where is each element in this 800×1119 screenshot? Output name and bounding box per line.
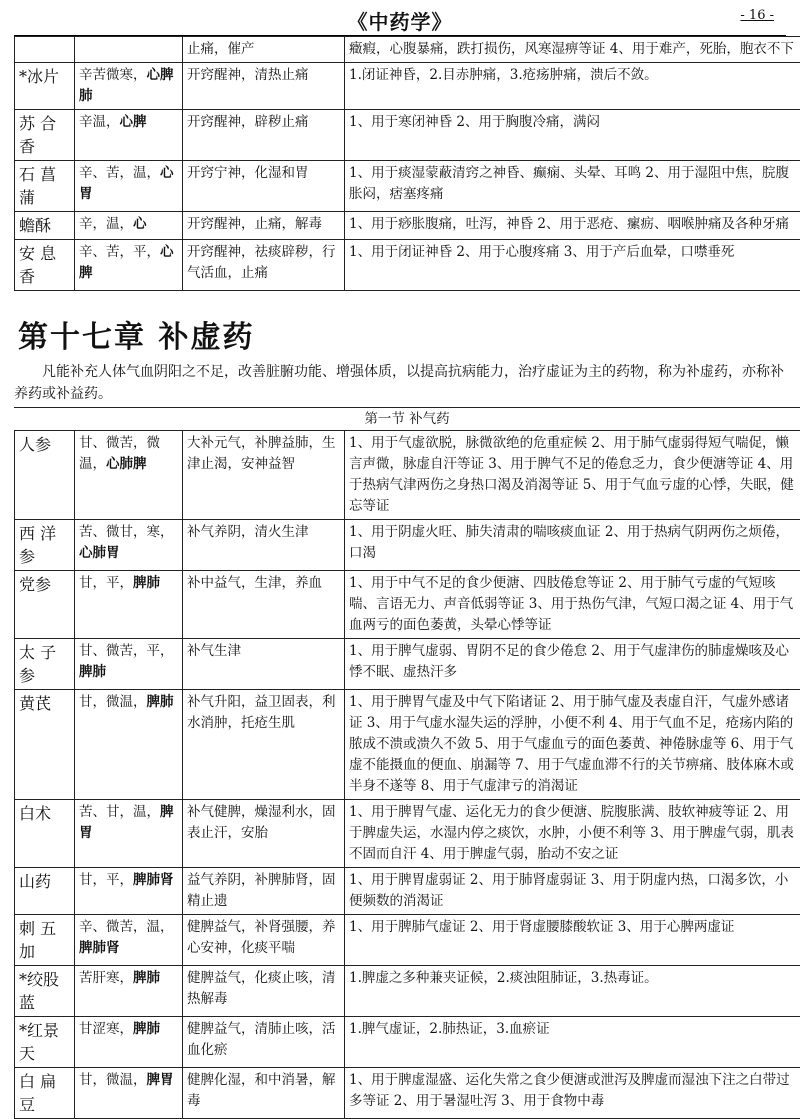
effect-text: 补气生津: [187, 643, 241, 659]
effect-text: 健脾益气，清肺止咳，活血化瘀: [187, 1021, 336, 1058]
meridian-text: 心: [133, 216, 147, 232]
herb-name: *红景天: [19, 1021, 59, 1063]
usage-text: 1.脾虚之多种兼夹证候，2.痰浊阻肺证，3.热毒证。: [349, 970, 658, 986]
usage-cell: [345, 110, 800, 161]
meridian-text: 脾肺: [133, 1021, 160, 1037]
meridian-text: 心脾: [120, 114, 147, 130]
effect-text: 开窍宁神，化湿和胃: [187, 165, 309, 181]
effect-text: 开窍醒神，止痛，解毒: [187, 216, 322, 232]
table-row: [15, 212, 800, 240]
table-row: [15, 639, 800, 690]
table-row: [15, 431, 800, 520]
meridian-text: 心胃: [79, 165, 174, 202]
herb-name-cell: [15, 690, 75, 800]
herb-name: 蟾酥: [19, 216, 51, 235]
usage-cell: [345, 639, 800, 690]
herb-name-cell: [15, 915, 75, 966]
usage-text: 1.闭证神昏，2.目赤肿痛，3.疮疡肿痛，溃后不敛。: [349, 67, 658, 83]
effect-text: 大补元气，补脾益肺，生津止渴，安神益智: [187, 435, 336, 472]
effect-cell: [183, 800, 345, 868]
herb-name: *冰片: [19, 67, 59, 86]
table-row: [15, 966, 800, 1017]
herb-name-cell: [15, 1068, 75, 1119]
table-row: [15, 240, 800, 291]
herb-name: 黄芪: [19, 694, 51, 713]
table-row: [15, 800, 800, 868]
usage-text: 1、用于脾气虚弱、胃阴不足的食少倦怠 2、用于气虚津伤的肺虚燥咳及心悸不眠、虚热汗多: [349, 643, 789, 680]
effect-cell: [183, 63, 345, 110]
nature-text: 甘，微温，: [79, 1072, 147, 1088]
herb-name: 太 子 参: [19, 643, 56, 685]
effect-cell: [183, 161, 345, 212]
page-number: - 16 -: [740, 8, 774, 23]
meridian-text: 脾肺: [133, 970, 160, 986]
usage-text: 1、用于痧胀腹痛，吐泻，神昏 2、用于恶疮、瘰疬、咽喉肿痛及各种牙痛: [349, 216, 789, 232]
nature-text: 辛、苦，温，: [79, 165, 160, 181]
usage-text: 1、用于痰湿蒙蔽清窍之神昏、癫痫、头晕、耳鸣 2、用于湿阻中焦，脘腹胀闷，痞塞疼痛: [349, 165, 789, 202]
effect-text: 补气健脾，燥湿利水，固表止汗，安胎: [187, 804, 336, 841]
herb-name-cell: [15, 63, 75, 110]
herb-name-cell: [15, 240, 75, 291]
usage-text: 癥瘕，心腹暴痛，跌打损伤，风寒湿痹等证 4、用于难产，死胎，胞衣不下: [349, 41, 794, 57]
herb-name-cell: [15, 431, 75, 520]
usage-text: 1、用于中气不足的食少便溏、四肢倦怠等证 2、用于肺气亏虚的气短咳喘、言语无力、声音低弱等证 3、用于热伤气津，气短口渴之证 4、用于气血两亏的面色萎黄，头晕心悸等证: [349, 575, 793, 633]
meridian-text: 脾肺: [79, 664, 106, 680]
meridian-text: 心脾肺: [79, 67, 174, 104]
usage-cell: [345, 431, 800, 520]
effect-cell: [183, 966, 345, 1017]
usage-cell: [345, 212, 800, 240]
usage-text: 1、用于脾胃气虚、运化无力的食少便溏、脘腹胀满、肢软神疲等证 2、用于脾虚失运，水湿内停之痰饮，水肿，小便不利等 3、用于脾虚气弱，肌表不固而自汗 4、用于脾虚气弱，胎动不安之证: [349, 804, 794, 862]
nature-cell: [75, 639, 183, 690]
effect-text: 开窍醒神，祛痰辟秽，行气活血，止痛: [187, 244, 336, 281]
herb-name: 石 菖 蒲: [19, 165, 56, 207]
nature-text: 甘、微苦，平，: [79, 643, 174, 659]
nature-cell: [75, 110, 183, 161]
effect-cell: [183, 868, 345, 915]
nature-cell: [75, 63, 183, 110]
usage-cell: [345, 520, 800, 571]
effect-text: 益气养阴，补脾肺肾，固精止遗: [187, 872, 336, 909]
herb-name-cell: [15, 966, 75, 1017]
usage-cell: [345, 37, 800, 63]
herb-table-bottom: [14, 430, 800, 1119]
herb-table-top: [14, 36, 800, 291]
meridian-text: 心肺胃: [79, 545, 120, 561]
nature-text: 辛、微苦，温，: [79, 919, 174, 935]
herb-name: 党参: [19, 575, 51, 594]
meridian-text: 脾胃: [147, 1072, 174, 1088]
effect-text: 补气养阴，清火生津: [187, 524, 309, 540]
meridian-text: 脾肺肾: [133, 872, 174, 888]
usage-text: 1、用于气虚欲脱，脉微欲绝的危重症候 2、用于肺气虚弱得短气喘促，懒言声微，脉虚自汗等证 3、用于脾气不足的倦怠乏力，食少便溏等证 4、用于热病气津两伤之身热口渴及消渴等证 5、用于气血亏虚的心悸，失眠，健忘等证: [349, 435, 794, 514]
nature-text: 苦肝寒，: [79, 970, 133, 986]
usage-text: 1、用于闭证神昏 2、用于心腹疼痛 3、用于产后血晕，口噤垂死: [349, 244, 734, 260]
nature-cell: [75, 520, 183, 571]
effect-cell: [183, 37, 345, 63]
table-row: [15, 110, 800, 161]
nature-text: 甘、微苦，微温，: [79, 435, 160, 472]
usage-cell: [345, 915, 800, 966]
herb-name-cell: [15, 571, 75, 639]
effect-cell: [183, 110, 345, 161]
herb-name: 西 洋 参: [19, 524, 56, 566]
herb-name-cell: [15, 868, 75, 915]
meridian-text: 脾胃: [79, 804, 174, 841]
herb-name: 苏 合 香: [19, 114, 56, 156]
nature-text: 辛、苦，平，: [79, 244, 160, 260]
effect-text: 健脾化湿，和中消暑，解毒: [187, 1072, 336, 1109]
nature-text: 辛苦微寒，: [79, 67, 147, 83]
usage-cell: [345, 571, 800, 639]
table-row: [15, 520, 800, 571]
chapter-intro: 凡能补充人体气血阴阳之不足，改善脏腑功能、增强体质，以提高抗病能力，治疗虚证为主的药物，称为补虚药，亦称补养药或补益药。: [14, 361, 786, 405]
nature-cell: [75, 915, 183, 966]
usage-text: 1、用于脾虚湿盛、运化失常之食少便溏或泄泻及脾虚而湿浊下注之白带过多等证 2、用于暑湿吐泻 3、用于食物中毒: [349, 1072, 790, 1109]
nature-cell: [75, 868, 183, 915]
nature-cell: [75, 431, 183, 520]
nature-text: 甘，平，: [79, 872, 133, 888]
table-row: [15, 868, 800, 915]
effect-cell: [183, 240, 345, 291]
herb-name-cell: [15, 800, 75, 868]
usage-text: 1、用于脾胃气虚及中气下陷诸证 2、用于肺气虚及表虚自汗，气虚外感诸证 3、用于气虚水湿失运的浮肿，小便不利 4、用于气血不足，疮疡内陷的脓成不溃或溃久不敛 5、用于气虚血亏的面色萎黄、神倦脉虚等 6、用于气虚不能摄血的便血、崩漏等 7、用于气虚血滞不行的关节痹痛、肢体麻木或半身不遂等 8、用于气虚津亏的消渴证: [349, 694, 794, 794]
effect-text: 开窍醒神，清热止痛: [187, 67, 309, 83]
effect-cell: [183, 639, 345, 690]
usage-cell: [345, 161, 800, 212]
usage-cell: [345, 1017, 800, 1068]
nature-cell: [75, 1017, 183, 1068]
nature-text: 辛温，: [79, 114, 120, 130]
nature-cell: [75, 800, 183, 868]
effect-cell: [183, 690, 345, 800]
herb-name: 刺 五 加: [19, 919, 56, 961]
herb-name-cell: [15, 161, 75, 212]
herb-name: 山药: [19, 872, 51, 891]
table-row: [15, 63, 800, 110]
meridian-text: 脾肺肾: [79, 940, 120, 956]
meridian-text: 心肺脾: [106, 456, 147, 472]
usage-text: 1、用于脾胃虚弱证 2、用于肺肾虚弱证 3、用于阴虚内热，口渴多饮，小便频数的消渴证: [349, 872, 788, 909]
meridian-text: 脾肺: [147, 694, 174, 710]
usage-text: 1、用于脾肺气虚证 2、用于肾虚腰膝酸软证 3、用于心脾两虚证: [349, 919, 734, 935]
usage-text: 1、用于阴虚火旺、肺失清肃的喘咳痰血证 2、用于热病气阴两伤之烦倦，口渴: [349, 524, 789, 561]
usage-cell: [345, 800, 800, 868]
usage-cell: [345, 690, 800, 800]
effect-text: 健脾益气，补肾强腰，养心安神，化痰平喘: [187, 919, 336, 956]
table-row: [15, 161, 800, 212]
meridian-text: 心脾: [79, 244, 174, 281]
page-header: [0, 0, 800, 36]
nature-cell: [75, 1068, 183, 1119]
herb-name-cell: [15, 520, 75, 571]
table-row: [15, 1017, 800, 1068]
table-row: [15, 37, 800, 63]
nature-text: 辛，温，: [79, 216, 133, 232]
herb-name-cell: [15, 110, 75, 161]
herb-name: 白 扁 豆: [19, 1072, 56, 1114]
herb-name-cell: [15, 1017, 75, 1068]
effect-cell: [183, 915, 345, 966]
nature-cell: [75, 161, 183, 212]
table-row: [15, 915, 800, 966]
effect-text: 开窍醒神，辟秽止痛: [187, 114, 309, 130]
nature-cell: [75, 212, 183, 240]
section-title: 第一节 补气药: [14, 407, 800, 430]
herb-name-cell: [15, 37, 75, 63]
nature-text: 甘涩寒，: [79, 1021, 133, 1037]
meridian-text: 脾肺: [133, 575, 160, 591]
herb-name: 人参: [19, 435, 51, 454]
effect-cell: [183, 1068, 345, 1119]
herb-name-cell: [15, 639, 75, 690]
effect-cell: [183, 571, 345, 639]
effect-text: 止痛，催产: [187, 41, 255, 57]
nature-cell: [75, 37, 183, 63]
herb-name: 白术: [19, 804, 51, 823]
chapter-title: 第十七章 补虚药: [18, 318, 254, 358]
herb-name-cell: [15, 212, 75, 240]
nature-text: 甘，平，: [79, 575, 133, 591]
effect-cell: [183, 1017, 345, 1068]
nature-text: 甘，微温，: [79, 694, 147, 710]
usage-cell: [345, 1068, 800, 1119]
herb-name: 安 息 香: [19, 244, 56, 286]
usage-cell: [345, 966, 800, 1017]
nature-text: 苦、微甘，寒，: [79, 524, 174, 540]
usage-text: 1.脾气虚证，2.肺热证，3.血瘀证: [349, 1021, 550, 1037]
table-row: [15, 571, 800, 639]
effect-text: 补中益气，生津，养血: [187, 575, 322, 591]
nature-cell: [75, 240, 183, 291]
effect-text: 补气升阳，益卫固表，利水消肿，托疮生肌: [187, 694, 336, 731]
usage-cell: [345, 868, 800, 915]
effect-cell: [183, 212, 345, 240]
nature-text: 苦、甘，温，: [79, 804, 160, 820]
nature-cell: [75, 571, 183, 639]
effect-cell: [183, 431, 345, 520]
usage-text: 1、用于寒闭神昏 2、用于胸腹冷痛，满闷: [349, 114, 600, 130]
table-row: [15, 1068, 800, 1119]
herb-name: *绞股蓝: [19, 970, 59, 1012]
table-row: [15, 690, 800, 800]
usage-cell: [345, 240, 800, 291]
usage-cell: [345, 63, 800, 110]
nature-cell: [75, 966, 183, 1017]
effect-text: 健脾益气，化痰止咳，清热解毒: [187, 970, 336, 1007]
effect-cell: [183, 520, 345, 571]
book-title: 《中药学》: [0, 6, 800, 35]
nature-cell: [75, 690, 183, 800]
